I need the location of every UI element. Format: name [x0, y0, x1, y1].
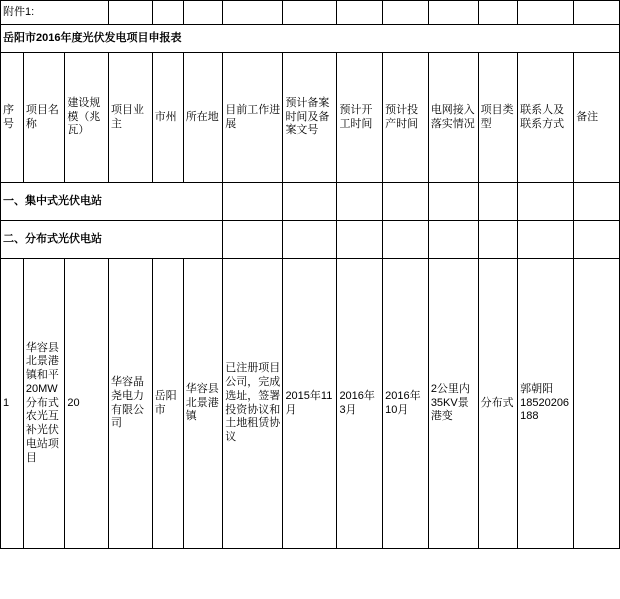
- empty-cell: [574, 221, 620, 259]
- empty-cell: [428, 183, 478, 221]
- empty-cell: [518, 1, 574, 25]
- cell-city: 岳阳市: [152, 259, 183, 549]
- table-header-row: [1, 53, 620, 183]
- column-header-contact: 联系人及联系方式: [518, 53, 574, 183]
- column-header-seq: 序号: [1, 53, 24, 183]
- column-header-city: 市州: [152, 53, 183, 183]
- section-label-centralized: 一、集中式光伏电站: [1, 183, 223, 221]
- title-row: [1, 25, 620, 53]
- column-header-project-type: 项目类型: [478, 53, 517, 183]
- empty-cell: [283, 183, 337, 221]
- column-header-grid-access: 电网接入落实情况: [428, 53, 478, 183]
- empty-cell: [152, 1, 183, 25]
- cell-remark: [574, 259, 620, 549]
- section-label-distributed: 二、分布式光伏电站: [1, 221, 223, 259]
- cell-start-time: 2016年3月: [337, 259, 383, 549]
- column-header-record-time: 预计备案时间及备案文号: [283, 53, 337, 183]
- cell-record-time: 2015年11月: [283, 259, 337, 549]
- column-header-location: 所在地: [183, 53, 222, 183]
- empty-cell: [574, 183, 620, 221]
- cell-seq: 1: [1, 259, 24, 549]
- section-row-centralized: [1, 183, 620, 221]
- cell-owner: 华容晶尧电力有限公司: [108, 259, 152, 549]
- empty-cell: [337, 221, 383, 259]
- cell-project-type: 分布式: [478, 259, 517, 549]
- empty-cell: [383, 183, 429, 221]
- empty-cell: [518, 183, 574, 221]
- column-header-progress: 目前工作进展: [223, 53, 283, 183]
- empty-cell: [478, 183, 517, 221]
- empty-cell: [283, 221, 337, 259]
- page-title: 岳阳市2016年度光伏发电项目申报表: [1, 25, 620, 53]
- column-header-name: 项目名称: [23, 53, 65, 183]
- table-row: [1, 259, 620, 549]
- empty-cell: [478, 1, 517, 25]
- empty-cell: [223, 1, 283, 25]
- attachment-label: 附件1:: [1, 1, 109, 25]
- cell-project-name: 华容县北景港镇和平20MW分布式农光互补光伏电站项目: [23, 259, 65, 549]
- cell-contact: 郭朝阳18520206188: [518, 259, 574, 549]
- attachment-row: [1, 1, 620, 25]
- column-header-owner: 项目业主: [108, 53, 152, 183]
- cell-progress: 已注册项目公司，完成选址，签署投资协议和土地租赁协议: [223, 259, 283, 549]
- column-header-production-time: 预计投产时间: [383, 53, 429, 183]
- empty-cell: [183, 1, 222, 25]
- cell-scale: 20: [65, 259, 109, 549]
- empty-cell: [337, 1, 383, 25]
- column-header-scale: 建设规模（兆瓦）: [65, 53, 109, 183]
- empty-cell: [428, 1, 478, 25]
- empty-cell: [478, 221, 517, 259]
- empty-cell: [383, 1, 429, 25]
- empty-cell: [574, 1, 620, 25]
- empty-cell: [223, 221, 283, 259]
- empty-cell: [428, 221, 478, 259]
- empty-cell: [108, 1, 152, 25]
- empty-cell: [223, 183, 283, 221]
- empty-cell: [518, 221, 574, 259]
- cell-location: 华容县北景港镇: [183, 259, 222, 549]
- empty-cell: [337, 183, 383, 221]
- empty-cell: [383, 221, 429, 259]
- column-header-start-time: 预计开工时间: [337, 53, 383, 183]
- section-row-distributed: [1, 221, 620, 259]
- column-header-remark: 备注: [574, 53, 620, 183]
- cell-production-time: 2016年10月: [383, 259, 429, 549]
- cell-grid-access: 2公里内35KV景港变: [428, 259, 478, 549]
- empty-cell: [283, 1, 337, 25]
